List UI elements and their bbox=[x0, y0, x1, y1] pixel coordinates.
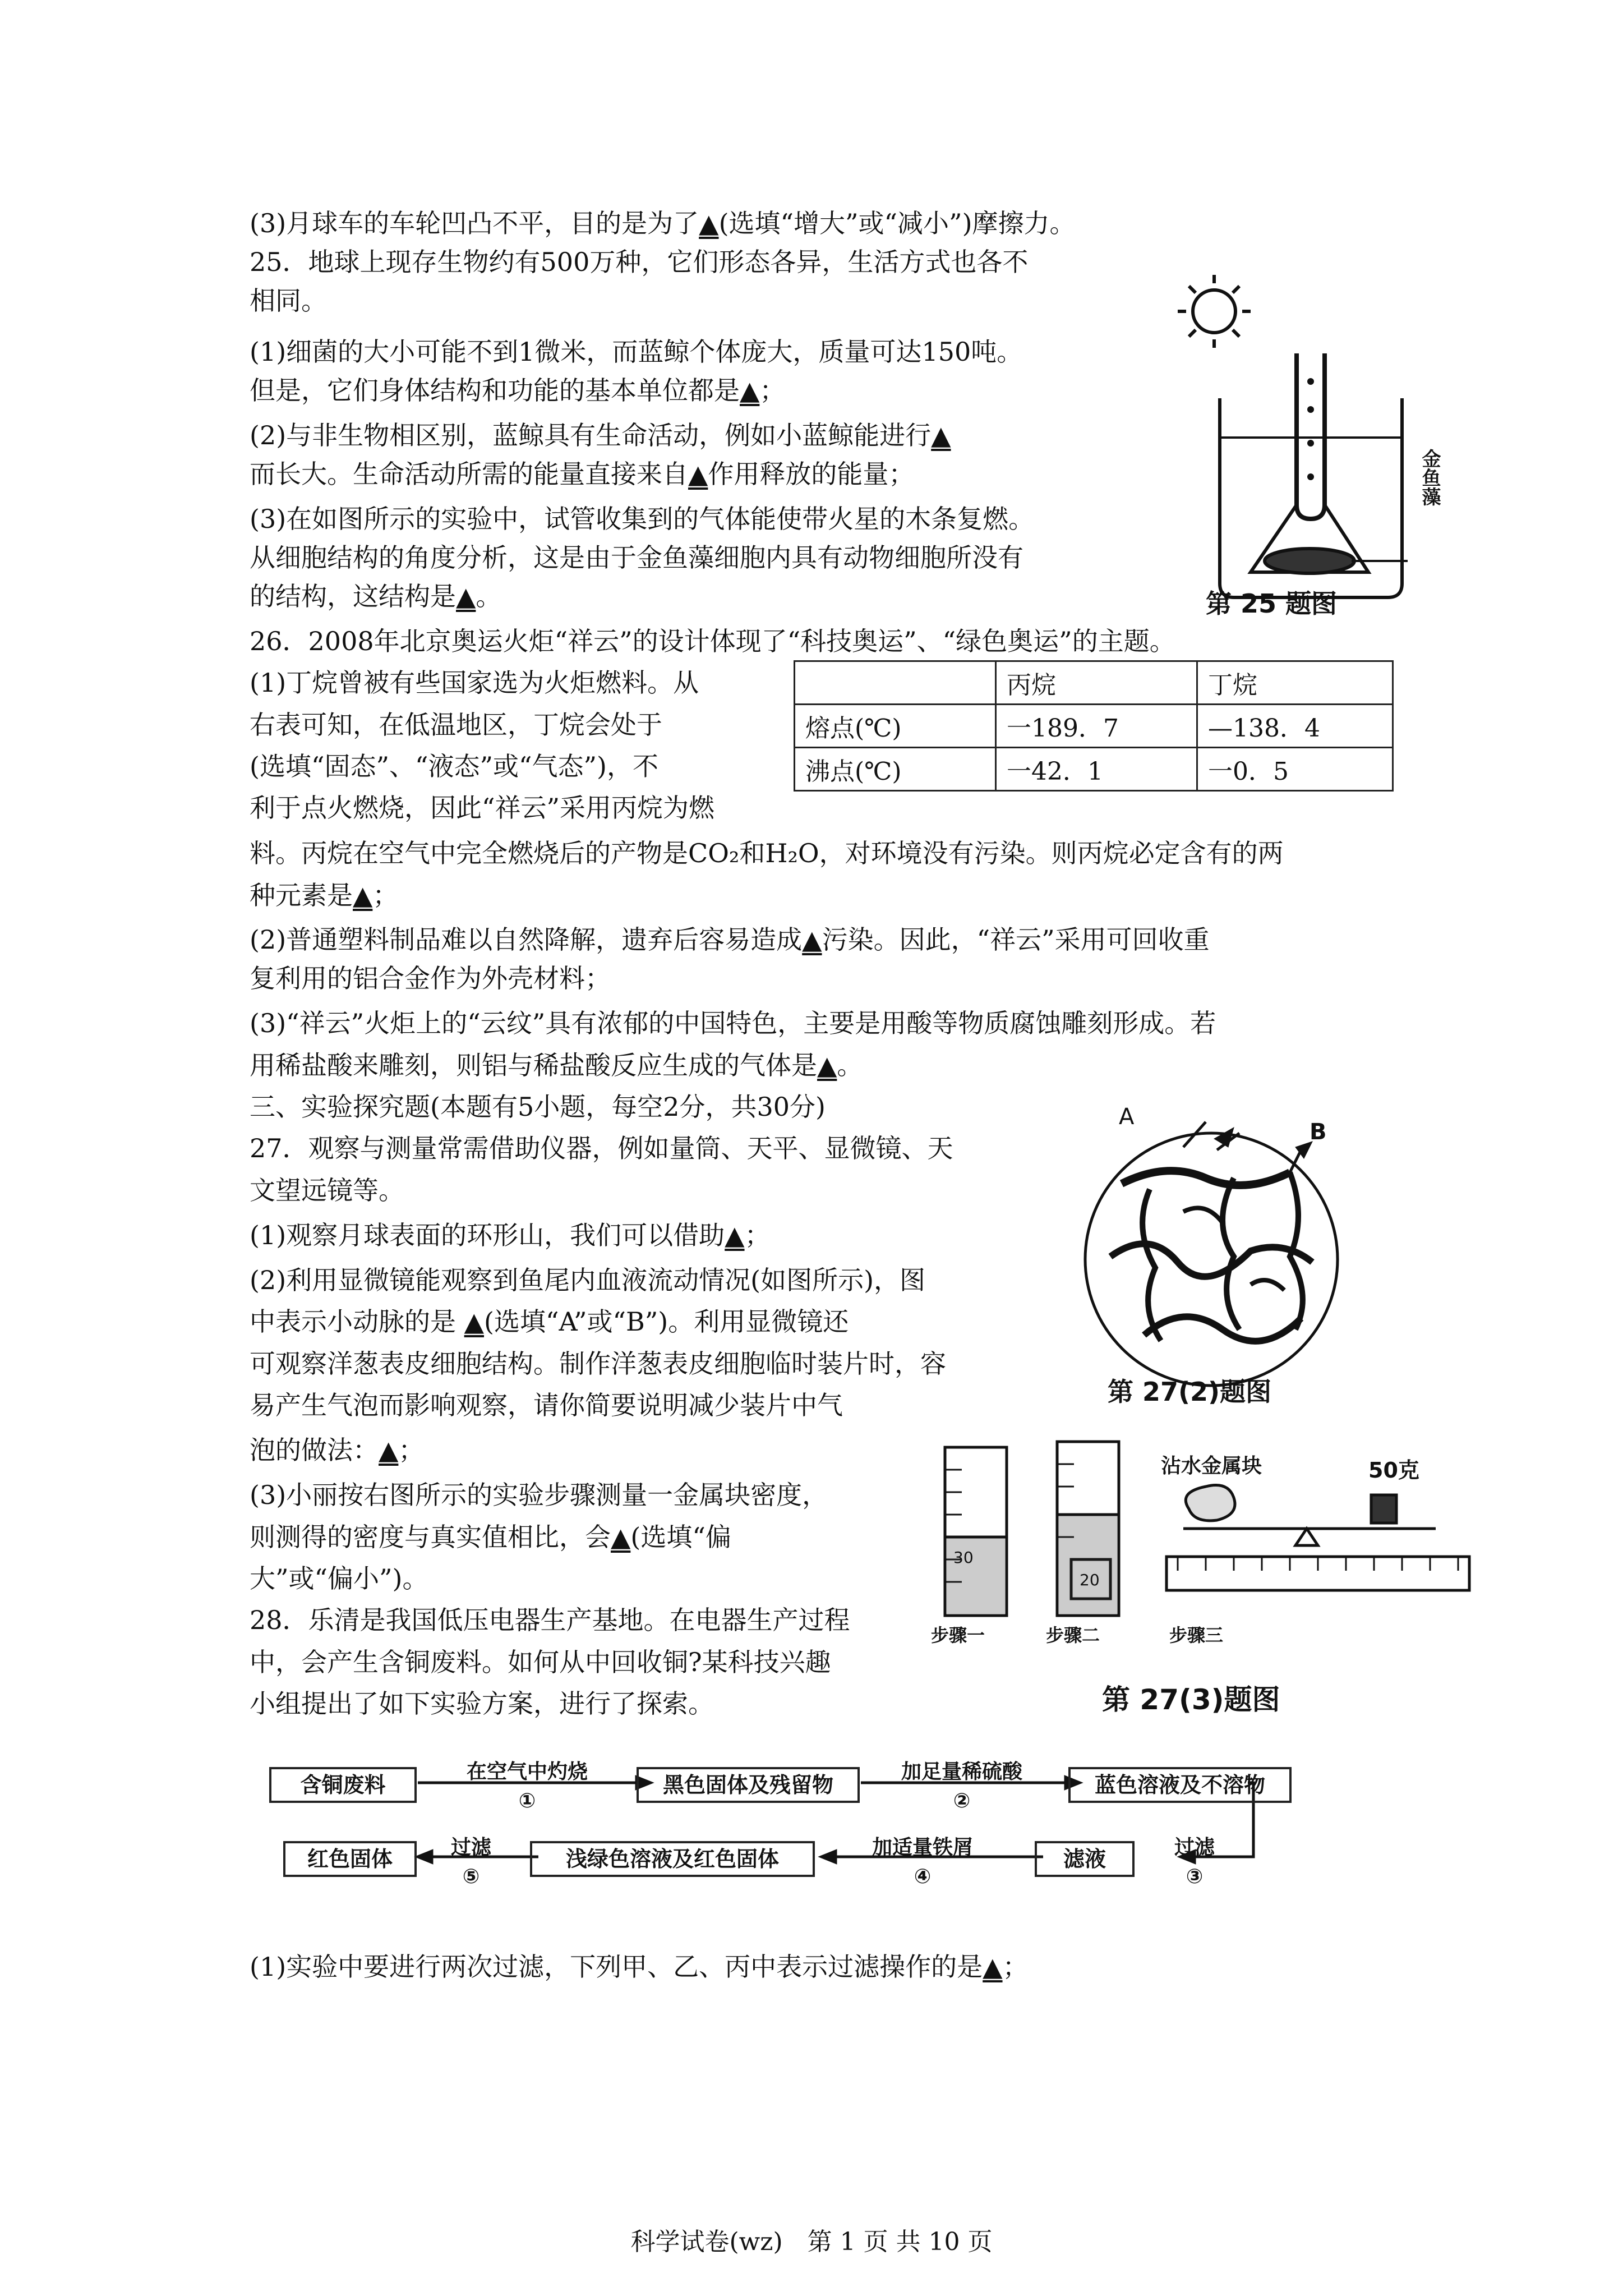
text-line: 右表可知，在低温地区，丁烷会处于 bbox=[250, 710, 662, 740]
table-row bbox=[795, 705, 1393, 748]
flow-step-label: 过滤 bbox=[450, 1836, 491, 1859]
flow-box-filtrate: 滤液 bbox=[1035, 1841, 1135, 1877]
table-cell: 一42．1 bbox=[996, 748, 1197, 791]
flow-step-number: ⑤ bbox=[462, 1865, 480, 1888]
step-three-label: 步骤三 bbox=[1169, 1625, 1224, 1646]
answer-blank: ▲ bbox=[740, 375, 760, 406]
melting-boiling-table bbox=[794, 660, 1394, 792]
answer-blank: ▲ bbox=[379, 1435, 399, 1465]
answer-blank: ▲ bbox=[699, 208, 719, 238]
answer-blank: ▲ bbox=[353, 880, 373, 910]
flow-step-label: 加适量铁屑 bbox=[872, 1836, 973, 1859]
text-line: 可观察洋葱表皮细胞结构。制作洋葱表皮细胞临时装片时，容 bbox=[250, 1349, 946, 1379]
text-line: 的结构，这结构是▲。 bbox=[250, 579, 501, 613]
cylinder-mark: 30 bbox=[953, 1548, 974, 1567]
text-line: 复利用的铝合金作为外壳材料； bbox=[250, 963, 611, 993]
text-line: (2)与非生物相区别，蓝鲸具有生命活动，例如小蓝鲸能进行▲ bbox=[250, 418, 951, 452]
text-line: 种元素是▲； bbox=[250, 878, 398, 912]
figure-27-3-caption: 第 27(3)题图 bbox=[1102, 1683, 1280, 1716]
figure-25-caption: 第 25 题图 bbox=[1206, 588, 1338, 619]
text-line: 25．地球上现存生物约有500万种，它们形态各异，生活方式也各不 bbox=[250, 247, 1029, 277]
text-line: 用稀盐酸来雕刻，则铝与稀盐酸反应生成的气体是▲。 bbox=[250, 1048, 863, 1082]
text-line: 大”或“偏小”)。 bbox=[250, 1563, 428, 1594]
text-line: 从细胞结构的角度分析，这是由于金鱼藻细胞内具有动物细胞所没有 bbox=[250, 542, 1023, 573]
table-cell: 一0．5 bbox=[1197, 748, 1393, 791]
sun-icon bbox=[1193, 290, 1235, 333]
flow-box-green-solution: 浅绿色溶液及红色固体 bbox=[530, 1841, 815, 1877]
text-line: (1)丁烷曾被有些国家选为火炬燃料。从 bbox=[250, 668, 699, 698]
text-line: 但是，它们身体结构和功能的基本单位都是▲； bbox=[250, 374, 785, 407]
text-line: 中，会产生含铜废料。如何从中回收铜?某科技兴趣 bbox=[250, 1647, 831, 1677]
text-line: (3)在如图所示的实验中，试管收集到的气体能使带火星的木条复燃。 bbox=[250, 504, 1035, 534]
text-line: 中表示小动脉的是 ▲(选填“A”或“B”)。利用显微镜还 bbox=[250, 1305, 849, 1338]
figure-27-2-caption: 第 27(2)题图 bbox=[1108, 1377, 1272, 1407]
section-heading: 三、实验探究题(本题有5小题，每空2分，共30分) bbox=[250, 1092, 826, 1122]
flow-step-label: 加足量稀硫酸 bbox=[901, 1760, 1022, 1783]
balance-scale bbox=[1166, 1485, 1469, 1591]
figure-27-2-diagram bbox=[1066, 1116, 1357, 1397]
table-cell: 沸点(℃) bbox=[795, 748, 996, 791]
step-two-label: 步骤二 bbox=[1046, 1625, 1100, 1646]
text-line: (2)普通塑料制品难以自然降解，遗弃后容易造成▲污染。因此，“祥云”采用可回收重 bbox=[250, 923, 1210, 956]
flow-step-number: ② bbox=[953, 1789, 971, 1812]
figure-25-label: 金鱼藻 bbox=[1418, 449, 1441, 506]
flow-box-blue-solution: 蓝色溶液及不溶物 bbox=[1068, 1767, 1292, 1803]
answer-blank: ▲ bbox=[931, 420, 951, 450]
flow-step-number: ① bbox=[518, 1789, 536, 1812]
text-line: (3)“祥云”火炬上的“云纹”具有浓郁的中国特色，主要是用酸等物质腐蚀雕刻形成。若 bbox=[250, 1008, 1216, 1038]
text-line: 27．观察与测量常需借助仪器，例如量筒、天平、显微镜、天 bbox=[250, 1133, 953, 1163]
table-row bbox=[795, 748, 1393, 791]
flow-step-label: 在空气中灼烧 bbox=[466, 1760, 588, 1783]
text-line: 而长大。生命活动所需的能量直接来自▲作用释放的能量； bbox=[250, 457, 914, 491]
cylinder-mark: 20 bbox=[1080, 1571, 1100, 1589]
text-line: 相同。 bbox=[250, 286, 327, 316]
flow-step-label: 过滤 bbox=[1174, 1836, 1215, 1859]
text-line: (选填“固态”、“液态”或“气态”)，不 bbox=[250, 751, 658, 781]
text-line: 泡的做法：▲； bbox=[250, 1433, 424, 1467]
label-a: A bbox=[1119, 1104, 1135, 1130]
answer-blank: ▲ bbox=[464, 1306, 485, 1337]
flow-box-black-solid: 黑色固体及残留物 bbox=[637, 1767, 860, 1803]
text-line: 利于点火燃烧，因此“祥云”采用丙烷为燃 bbox=[250, 793, 715, 823]
mass-label: 50克 bbox=[1368, 1458, 1419, 1483]
label-b: B bbox=[1310, 1119, 1327, 1145]
text-line: (3)月球车的车轮凹凸不平，目的是为了▲(选填“增大”或“减小”)摩擦力。 bbox=[250, 206, 1076, 240]
table-cell bbox=[795, 661, 996, 705]
text-line: 料。丙烷在空气中完全燃烧后的产物是CO₂和H₂O，对环境没有污染。则丙烷必定含有的两 bbox=[250, 838, 1284, 868]
answer-blank: ▲ bbox=[456, 581, 476, 611]
table-cell: —138．4 bbox=[1197, 705, 1393, 748]
flow-step-number: ③ bbox=[1186, 1865, 1204, 1888]
text-line: 文望远镜等。 bbox=[250, 1175, 404, 1205]
table-cell: 一189．7 bbox=[996, 705, 1197, 748]
answer-blank: ▲ bbox=[983, 1952, 1003, 1982]
table-row bbox=[795, 661, 1393, 705]
table-cell: 熔点(℃) bbox=[795, 705, 996, 748]
figure-25-diagram bbox=[1166, 269, 1458, 606]
text-line: 易产生气泡而影响观察，请你简要说明减少装片中气 bbox=[250, 1390, 843, 1420]
text-line: (1)观察月球表面的环形山，我们可以借助▲； bbox=[250, 1218, 771, 1252]
page-footer: 科学试卷(wz) 第 1 页 共 10 页 bbox=[630, 2228, 993, 2256]
flow-box-red-solid: 红色固体 bbox=[283, 1841, 417, 1877]
text-line: 28．乐清是我国低压电器生产基地。在电器生产过程 bbox=[250, 1605, 850, 1635]
text-line: (2)利用显微镜能观察到鱼尾内血液流动情况(如图所示)，图 bbox=[250, 1265, 926, 1295]
text-line: (3)小丽按右图所示的实验步骤测量一金属块密度， bbox=[250, 1480, 828, 1510]
flow-step-number: ④ bbox=[914, 1865, 932, 1888]
table-cell: 丙烷 bbox=[996, 661, 1197, 705]
text-line: 26．2008年北京奥运火炬“祥云”的设计体现了“科技奥运”、“绿色奥运”的主题。 bbox=[250, 626, 1175, 656]
flow-box-copper-waste: 含铜废料 bbox=[269, 1767, 417, 1803]
text-line: (1)细菌的大小可能不到1微米，而蓝鲸个体庞大，质量可达150吨。 bbox=[250, 337, 1023, 367]
step-one-label: 步骤一 bbox=[931, 1625, 985, 1646]
answer-blank: ▲ bbox=[611, 1522, 631, 1552]
wet-block-label: 沾水金属块 bbox=[1161, 1455, 1262, 1478]
answer-blank: ▲ bbox=[802, 924, 822, 955]
text-line: (1)实验中要进行两次过滤，下列甲、乙、丙中表示过滤操作的是▲； bbox=[250, 1950, 1029, 1984]
answer-blank: ▲ bbox=[688, 459, 708, 489]
text-line: 小组提出了如下实验方案，进行了探索。 bbox=[250, 1688, 714, 1719]
answer-blank: ▲ bbox=[725, 1220, 745, 1250]
table-cell: 丁烷 bbox=[1197, 661, 1393, 705]
answer-blank: ▲ bbox=[817, 1050, 837, 1080]
text-line: 则测得的密度与真实值相比，会▲(选填“偏 bbox=[250, 1520, 731, 1554]
